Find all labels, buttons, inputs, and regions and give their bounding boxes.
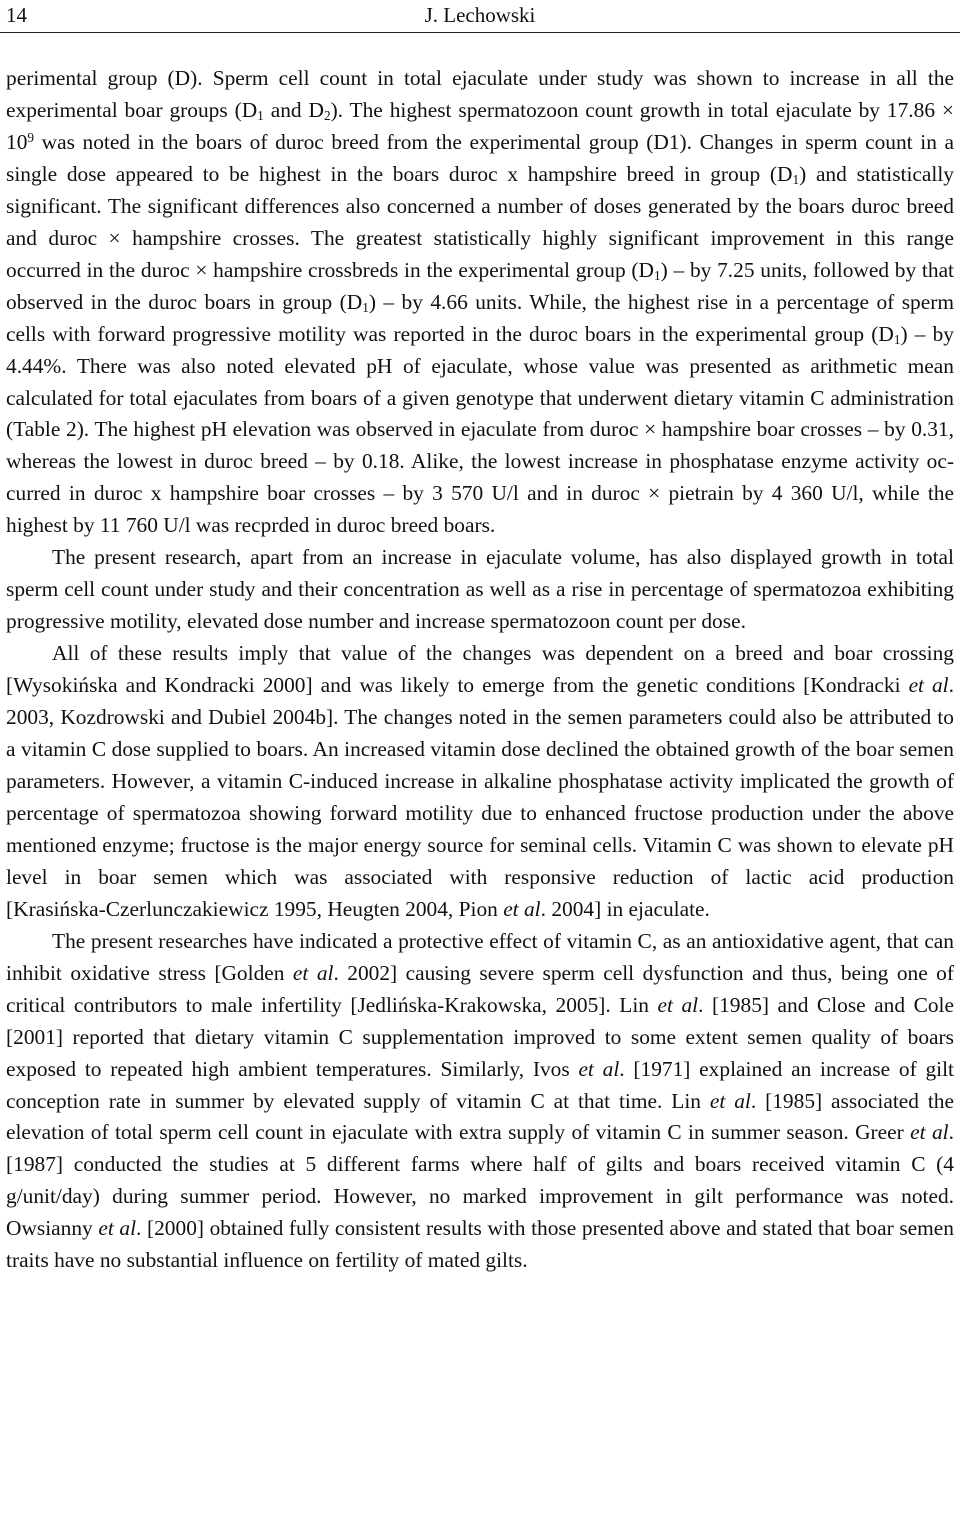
body-text: [6, 63, 954, 1277]
text-run: . [2000] obtained fully consistent results with those presented above and stated that boar semen traits have no substantial influence on fertility of mated gilts.: [6, 1216, 954, 1273]
superscript: 9: [27, 129, 35, 145]
text-run: . [1971] explained an increase of gilt conception rate in summer by elevated supply of vitamin C at that time. Lin: [6, 1056, 954, 1113]
text-run: ) – by 7.25 units, followed by that observed in the duroc boars in group (D: [6, 257, 954, 314]
text-run: ) – by 4.44%. There was also noted elevated pH of ejaculate, whose value was presented as arithmetic mean calculated for total ejaculates from boars of a given genotype that underwent dietary vitamin C administration (Table 2). The highest pH elevation was observed in ejaculate from duroc × hampshire boar crosses – by 0.31, whereas the lowest in duroc breed – by 0.18. Alike, the lowest increase in phosphatase enzyme activity occurred in duroc x hampshire boar crosses – by 3 570 U/l and in duroc × pietrain by 4 360 U/l, while the highest by 11 760 U/l was recprded in duroc breed boars.: [6, 321, 955, 538]
subscript: 1: [257, 108, 264, 124]
text-run: and D: [263, 97, 324, 122]
text-run: ) – by 4.66 units. While, the highest rise in a percentage of sperm cells with forward progressive motility was reported in the duroc boars in the experimental group (D: [6, 289, 954, 346]
text-run: . 2004] in ejaculate.: [540, 896, 710, 921]
italic-text: et al: [908, 673, 949, 698]
text-run: ) and statistically significant. The significant differences also concerned a number of doses generated by the boars duroc breed and duroc × hampshire crosses. The greatest statistically highly significant improvement in this range occurred in the duroc × hampshire crossbreds in the experimental group (D: [6, 161, 954, 282]
text-run: . [1985] and Close and Cole [2001] reported that dietary vitamin C supplementation improved to some extent semen quality of boars exposed to repeated high ambient temperatures. Similarly, Ivos: [6, 992, 954, 1081]
running-header: [0, 0, 960, 33]
italic-text: et al: [657, 992, 699, 1017]
text-run: The present researches have indicated a protective effect of vitamin C, as an antioxidative agent, that can inhibit oxidative stress [Golden: [6, 928, 954, 985]
subscript: 1: [362, 299, 369, 315]
text-run: . 2003, Kozdrowski and Dubiel 2004b]. The changes noted in the semen parameters could also be attributed to a vitamin C dose supplied to boars. An increased vitamin dose declined the obtained growth of the boar semen parameters. However, a vitamin C-induced increase in alkaline phosphatase activity implicated the growth of percentage of spermatozoa showing forward motility due to enhanced fructose production under the above mentioned enzyme; fructose is the major energy source for seminal cells. Vitamin C was shown to elevate pH level in boar semen which was associated with responsive reduction of lactic acid production [Krasińska‑Czerlunczakiewicz 1995, Heugten 2004, Pion: [6, 673, 954, 921]
italic-text: et al: [578, 1056, 620, 1081]
paragraph-2: [6, 542, 954, 638]
text-run: . [1985] associated the elevation of total sperm cell count in ejaculate with extra supply of vitamin C in summer season. Greer: [6, 1088, 954, 1145]
text-run: . [1987] conducted the studies at 5 different farms where half of gilts and boars received vitamin C (4 g/unit/day) during summer period. However, no marked improvement in gilt performance was noted. Owsianny: [6, 1120, 954, 1241]
italic-text: et al: [292, 960, 334, 985]
text-run: was noted in the boars of duroc breed from the experimental group (D1). Changes in sperm count in a single dose appeared to be highest in the boars duroc x hampshire breed in group (D: [6, 129, 954, 186]
text-run: ). The highest spermatozoon count growth in total ejaculate by 17.86 × 10: [6, 97, 954, 154]
italic-text: et al: [709, 1088, 751, 1113]
text-run: perimental group (D). Sperm cell count in total ejaculate under study was shown to increase in all the experimental boar groups (D: [6, 66, 954, 122]
subscript: 2: [323, 108, 331, 124]
paragraph-1: [6, 63, 954, 542]
page-number: 14: [6, 3, 27, 27]
italic-text: et al: [503, 896, 541, 921]
text-run: All of these results imply that value of the changes was dependent on a breed and boar crossing [Wysokińska and Kondracki 2000] and was likely to emerge from the genetic conditions [Kondracki: [6, 641, 954, 698]
subscript: 1: [653, 268, 661, 284]
text-run: . 2002] causing severe sperm cell dysfunction and thus, being one of critical contributors to male infertility [Jedlińska-Krakowska, 2005]. Lin: [6, 960, 954, 1017]
italic-text: et al: [98, 1216, 137, 1241]
subscript: 1: [792, 172, 800, 188]
italic-text: et al: [910, 1120, 949, 1145]
text-run: The present research, apart from an increase in ejaculate volume, has also displayed growth in total sperm cell count under study and their concentration as well as a rise in percentage of spermatozoa exhibiting progressive motility, elevated dose number and increase spermatozoon count per dose.: [6, 545, 954, 634]
subscript: 1: [893, 331, 901, 347]
paragraph-4: [6, 926, 954, 1277]
running-author: J. Lechowski: [424, 3, 536, 27]
paragraph-3: [6, 638, 954, 926]
